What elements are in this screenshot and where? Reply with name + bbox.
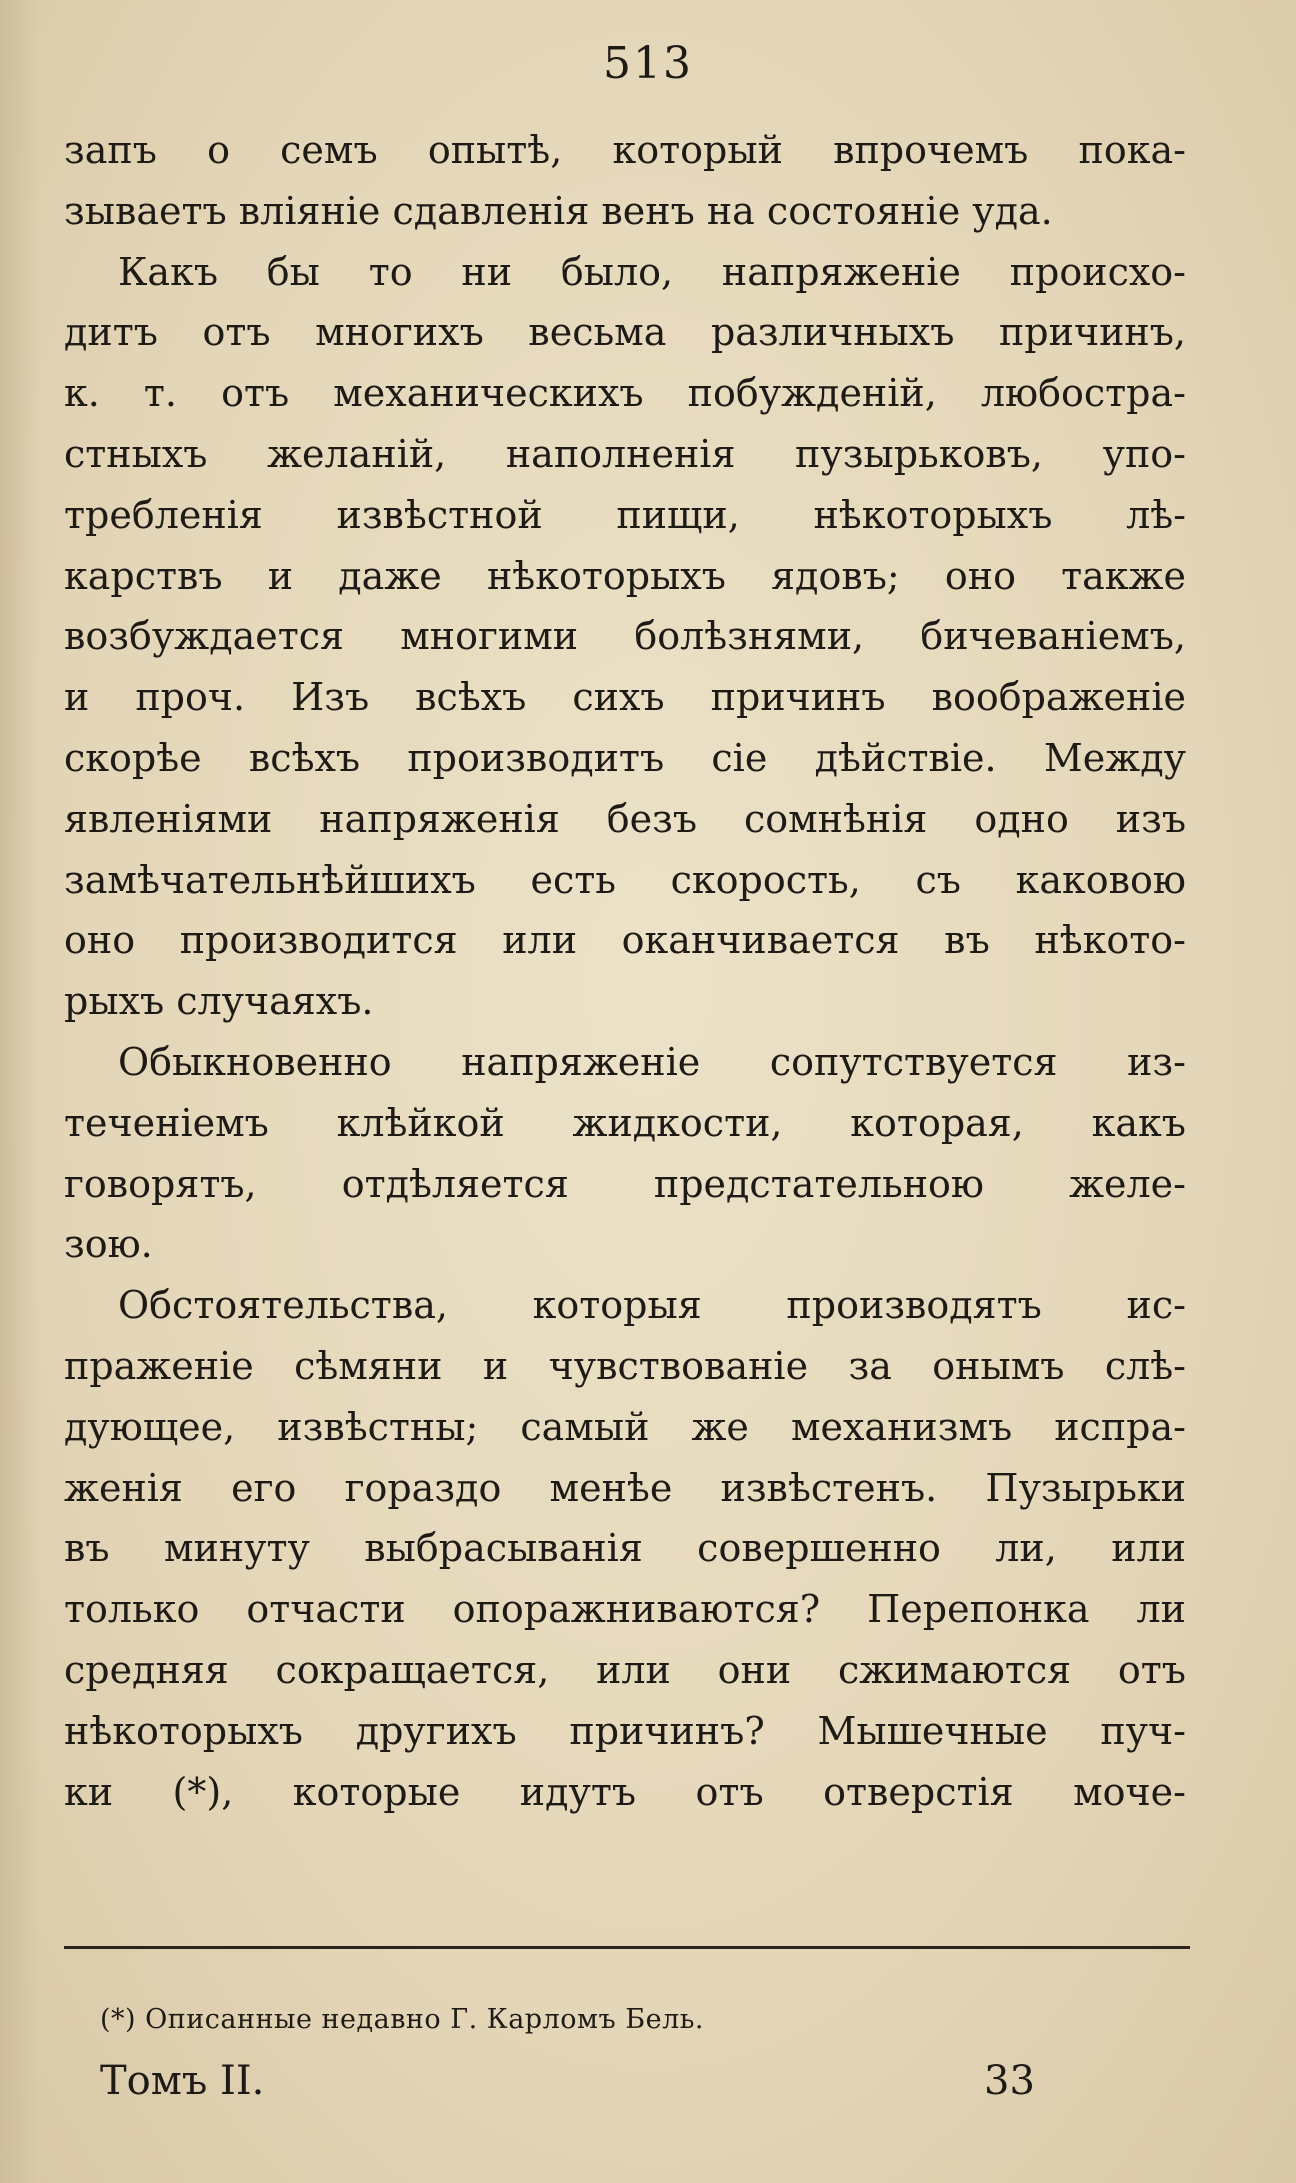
sheet-number: 33	[984, 2058, 1035, 2104]
footnote-rule	[64, 1946, 1190, 1949]
text-line: к. т. отъ механическихъ побужденій, любостра-	[64, 371, 1186, 416]
text-line: рыхъ случаяхъ.	[64, 979, 374, 1024]
text-line: зываетъ вліяніе сдавленія венъ на состояніе уда.	[64, 188, 1053, 233]
body-text	[64, 120, 1186, 1822]
volume-signature: Томъ II.	[100, 2058, 265, 2104]
text-line: дитъ отъ многихъ весьма различныхъ причинъ,	[64, 310, 1186, 355]
text-line: возбуждается многими болѣзнями, бичеваніемъ,	[64, 614, 1186, 659]
text-line: Какъ бы то ни было, напряженіе происхо-	[118, 249, 1186, 294]
text-line: дующее, извѣстны; самый же механизмъ испра-	[64, 1404, 1186, 1449]
text-line: скорѣе всѣхъ производитъ сіе дѣйствіе. Между	[64, 735, 1186, 780]
text-line: говорятъ, отдѣляется предстательною желе-	[64, 1161, 1186, 1206]
page-number: 513	[603, 38, 693, 89]
text-line: только отчасти опоражниваются? Перепонка ли	[64, 1587, 1186, 1632]
text-line: въ минуту выбрасыванія совершенно ли, или	[64, 1526, 1186, 1571]
text-line: требленія извѣстной пищи, нѣкоторыхъ лѣ-	[64, 492, 1186, 537]
text-line: оно производится или оканчивается въ нѣкото-	[64, 918, 1186, 963]
text-line: Обыкновенно напряженіе сопутствуется из-	[118, 1039, 1186, 1084]
text-line: зою.	[64, 1222, 153, 1267]
gutter-shadow	[0, 0, 40, 2183]
text-line: Обстоятельства, которыя производятъ ис-	[118, 1283, 1186, 1328]
text-line: замѣчательнѣйшихъ есть скорость, съ каковою	[64, 857, 1186, 902]
text-line: карствъ и даже нѣкоторыхъ ядовъ; оно также	[64, 553, 1186, 598]
text-line: теченіемъ клѣйкой жидкости, которая, какъ	[64, 1100, 1186, 1145]
text-line: женія его гораздо менѣе извѣстенъ. Пузырьки	[64, 1465, 1186, 1510]
text-line: стныхъ желаній, наполненія пузырьковъ, упо-	[64, 431, 1186, 476]
text-line: нѣкоторыхъ другихъ причинъ? Мышечные пуч-	[64, 1708, 1186, 1753]
text-line: явленіями напряженія безъ сомнѣнія одно изъ	[64, 796, 1186, 841]
text-line: ки (*), которые идутъ отъ отверстія моче-	[64, 1769, 1186, 1814]
text-line: праженіе сѣмяни и чувствованіе за онымъ слѣ-	[64, 1343, 1186, 1388]
footnote: (*) Описанные недавно Г. Карломъ Бель.	[100, 2004, 705, 2035]
text-line: средняя сокращается, или они сжимаются отъ	[64, 1647, 1186, 1692]
text-line: и проч. Изъ всѣхъ сихъ причинъ воображеніе	[64, 675, 1186, 720]
text-line: запъ о семъ опытѣ, который впрочемъ пока-	[64, 128, 1186, 172]
